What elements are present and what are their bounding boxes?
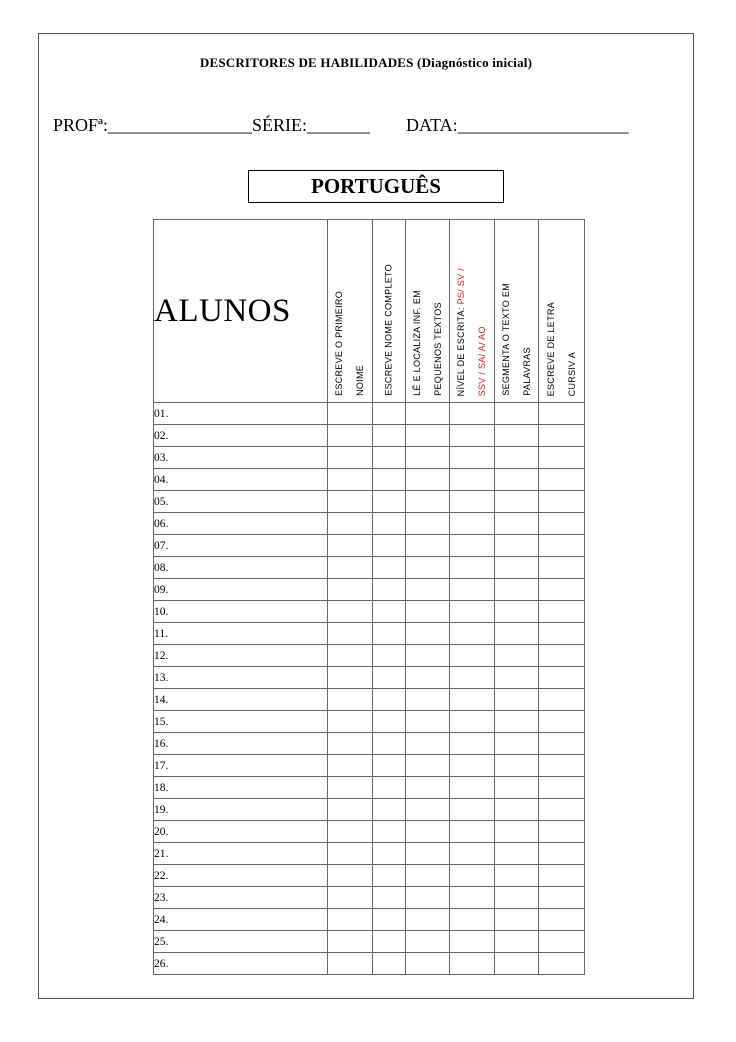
skill-cell[interactable] [495,953,539,975]
skill-cell[interactable] [373,733,406,755]
student-number-cell[interactable]: 05. [154,491,328,513]
student-number-cell[interactable]: 16. [154,733,328,755]
skill-cell[interactable] [328,579,373,601]
skill-cell[interactable] [495,909,539,931]
skill-cell[interactable] [450,601,495,623]
student-number-cell[interactable]: 12. [154,645,328,667]
skill-cell[interactable] [373,777,406,799]
skill-cell[interactable] [450,711,495,733]
table-row [154,557,585,579]
skill-cell[interactable] [539,425,585,447]
student-number-cell[interactable]: 09. [154,579,328,601]
column-header [539,220,585,403]
skill-cell[interactable] [450,865,495,887]
student-number-cell[interactable]: 25. [154,931,328,953]
skill-cell[interactable] [450,733,495,755]
skill-cell[interactable] [406,777,450,799]
column-header-line: NOIME [355,364,365,396]
column-header-line: CURSIV A [566,351,577,396]
column-header-line: ESCREVE DE LETRA [545,301,556,396]
skill-cell[interactable] [450,909,495,931]
skill-cell[interactable] [406,403,450,425]
skill-cell[interactable] [450,469,495,491]
skill-cell[interactable] [495,865,539,887]
skill-cell[interactable] [450,645,495,667]
skill-cell[interactable] [406,469,450,491]
skill-cell[interactable] [495,601,539,623]
student-number-cell[interactable]: 24. [154,909,328,931]
serie-label: SÉRIE: [252,115,308,135]
skill-cell[interactable] [539,733,585,755]
column-header-line: LÊ E LOCALIZA INF. EM [411,290,422,396]
skill-cell[interactable] [406,667,450,689]
page-frame [38,33,694,999]
table-row [154,447,585,469]
skill-cell[interactable] [539,931,585,953]
student-number-cell[interactable]: 13. [154,667,328,689]
skill-cell[interactable] [539,403,585,425]
column-header-line: PEQUENOS TEXTOS [432,302,443,396]
skill-cell[interactable] [373,909,406,931]
skill-cell[interactable] [495,799,539,821]
student-rows [154,403,585,975]
skill-cell[interactable] [373,865,406,887]
table-row [154,491,585,513]
column-header [373,220,406,403]
skill-cell[interactable] [539,601,585,623]
skill-cell[interactable] [450,403,495,425]
header-fields [53,115,629,136]
table-row [154,601,585,623]
skill-cell[interactable] [373,623,406,645]
skill-cell[interactable] [495,557,539,579]
skill-cell[interactable] [328,469,373,491]
writing-level-codes: PS/ SV / [456,267,466,305]
skill-cell[interactable] [406,887,450,909]
skill-cell[interactable] [450,953,495,975]
skill-cell[interactable] [495,931,539,953]
skill-cell[interactable] [539,447,585,469]
skill-cell[interactable] [539,953,585,975]
column-header [406,220,450,403]
skill-cell[interactable] [328,645,373,667]
skill-cell[interactable] [539,865,585,887]
skill-cell[interactable] [450,579,495,601]
skill-cell[interactable] [373,887,406,909]
table-row [154,887,585,909]
skill-cell[interactable] [406,953,450,975]
column-header-line: ESCREVE NOME COMPLETO [383,264,394,396]
skill-cell[interactable] [406,711,450,733]
skill-cell[interactable] [406,513,450,535]
skill-cell[interactable] [495,403,539,425]
data-blank[interactable]: ___________________ [457,115,629,135]
table-row [154,535,585,557]
skill-cell[interactable] [495,491,539,513]
skill-cell[interactable] [450,425,495,447]
skill-cell[interactable] [450,447,495,469]
skill-cell[interactable] [328,447,373,469]
student-number-cell[interactable]: 14. [154,689,328,711]
skill-cell[interactable] [450,623,495,645]
prof-blank[interactable]: ________________ [108,115,252,135]
skill-cell[interactable] [539,777,585,799]
student-number-cell[interactable]: 02. [154,425,328,447]
table-row [154,931,585,953]
skill-cell[interactable] [328,491,373,513]
skill-cell[interactable] [450,931,495,953]
column-header-line: ESCREVE O PRIMEIRO [334,291,344,396]
skill-cell[interactable] [328,843,373,865]
skill-cell[interactable] [328,667,373,689]
skill-cell[interactable] [495,623,539,645]
skill-cell[interactable] [406,755,450,777]
student-number-cell[interactable]: 10. [154,601,328,623]
skill-cell[interactable] [328,931,373,953]
skill-cell[interactable] [328,799,373,821]
skill-cell[interactable] [373,821,406,843]
skill-cell[interactable] [495,469,539,491]
skill-cell[interactable] [539,667,585,689]
students-header: ALUNOS [154,220,328,403]
skill-cell[interactable] [328,425,373,447]
skill-cell[interactable] [450,821,495,843]
skill-cell[interactable] [406,733,450,755]
prof-label: PROFª: [53,115,108,135]
student-number-cell[interactable]: 03. [154,447,328,469]
skill-cell[interactable] [495,425,539,447]
table-row [154,425,585,447]
table-row [154,667,585,689]
table-row [154,645,585,667]
table-row [154,579,585,601]
skill-cell[interactable] [539,623,585,645]
table-row [154,733,585,755]
student-number-cell[interactable]: 21. [154,843,328,865]
skill-cell[interactable] [495,843,539,865]
column-header [495,220,539,403]
column-header-line: PALAVRAS [521,347,532,396]
table-row [154,711,585,733]
skill-cell[interactable] [450,799,495,821]
student-number-cell[interactable]: 20. [154,821,328,843]
skill-cell[interactable] [406,645,450,667]
skill-cell[interactable] [495,755,539,777]
skill-cell[interactable] [495,733,539,755]
skill-cell[interactable] [406,557,450,579]
skill-cell[interactable] [328,865,373,887]
skill-cell[interactable] [373,535,406,557]
student-number-cell[interactable]: 04. [154,469,328,491]
skill-cell[interactable] [373,403,406,425]
skill-cell[interactable] [373,601,406,623]
skill-cell[interactable] [328,689,373,711]
table-row [154,403,585,425]
column-header-line: SEGMENTA O TEXTO EM [500,283,511,396]
skill-cell[interactable] [495,645,539,667]
skill-cell[interactable] [495,777,539,799]
skill-cell[interactable] [539,579,585,601]
serie-blank[interactable]: _______ [307,115,371,135]
table-row [154,623,585,645]
skill-cell[interactable] [539,491,585,513]
skill-cell[interactable] [539,645,585,667]
column-header [328,220,373,403]
skill-cell[interactable] [328,733,373,755]
skill-cell[interactable] [539,711,585,733]
skill-cell[interactable] [328,909,373,931]
skill-cell[interactable] [328,601,373,623]
table-row [154,843,585,865]
student-number-cell[interactable]: 23. [154,887,328,909]
skill-cell[interactable] [450,689,495,711]
skill-cell[interactable] [450,491,495,513]
student-number-cell[interactable]: 11. [154,623,328,645]
skill-cell[interactable] [406,931,450,953]
table-row [154,865,585,887]
table-row [154,799,585,821]
skill-cell[interactable] [328,887,373,909]
skill-cell[interactable] [539,513,585,535]
skill-cell[interactable] [495,887,539,909]
skill-cell[interactable] [406,601,450,623]
skill-cell[interactable] [373,931,406,953]
skill-cell[interactable] [495,821,539,843]
table-row [154,689,585,711]
skill-cell[interactable] [539,887,585,909]
student-number-cell[interactable]: 07. [154,535,328,557]
table-row [154,821,585,843]
student-number-cell[interactable]: 18. [154,777,328,799]
skill-cell[interactable] [406,425,450,447]
skill-cell[interactable] [406,909,450,931]
skill-cell[interactable] [373,667,406,689]
skill-cell[interactable] [406,579,450,601]
skill-cell[interactable] [328,557,373,579]
skill-cell[interactable] [450,777,495,799]
skill-cell[interactable] [450,887,495,909]
skill-cell[interactable] [450,513,495,535]
skill-cell[interactable] [406,799,450,821]
skill-cell[interactable] [373,469,406,491]
skill-cell[interactable] [495,689,539,711]
skill-cell[interactable] [373,689,406,711]
skill-cell[interactable] [406,821,450,843]
skill-cell[interactable] [373,711,406,733]
student-number-cell[interactable]: 15. [154,711,328,733]
skill-cell[interactable] [495,667,539,689]
student-number-cell[interactable]: 22. [154,865,328,887]
skill-cell[interactable] [328,535,373,557]
skill-cell[interactable] [406,689,450,711]
skill-cell[interactable] [406,843,450,865]
student-number-cell[interactable]: 19. [154,799,328,821]
skill-cell[interactable] [539,535,585,557]
writing-level-codes: SSV / SA/ A/ AO [477,325,487,396]
table-row [154,469,585,491]
skill-cell[interactable] [450,557,495,579]
skill-cell[interactable] [373,843,406,865]
table-header-row [154,220,585,403]
skill-cell[interactable] [373,491,406,513]
skill-cell[interactable] [328,755,373,777]
skill-cell[interactable] [406,535,450,557]
table-row [154,953,585,975]
skill-cell[interactable] [539,799,585,821]
student-number-cell[interactable]: 06. [154,513,328,535]
student-number-cell[interactable]: 26. [154,953,328,975]
skills-table [153,219,585,975]
skill-cell[interactable] [328,711,373,733]
table-row [154,909,585,931]
skill-cell[interactable] [373,799,406,821]
student-number-cell[interactable]: 17. [154,755,328,777]
data-label: DATA: [406,115,458,135]
column-header-line: NÍVEL DE ESCRITA: [456,304,466,396]
skill-cell[interactable] [495,513,539,535]
skill-cell[interactable] [450,535,495,557]
skill-cell[interactable] [328,513,373,535]
skill-cell[interactable] [328,953,373,975]
skill-cell[interactable] [373,953,406,975]
skill-cell[interactable] [373,447,406,469]
skill-cell[interactable] [495,535,539,557]
skill-cell[interactable] [495,711,539,733]
skill-cell[interactable] [450,843,495,865]
skill-cell[interactable] [539,469,585,491]
skill-cell[interactable] [406,865,450,887]
skill-cell[interactable] [328,623,373,645]
student-number-cell[interactable]: 08. [154,557,328,579]
skill-cell[interactable] [539,843,585,865]
skill-cell[interactable] [450,755,495,777]
skill-cell[interactable] [539,821,585,843]
column-header [450,220,495,403]
skill-cell[interactable] [539,689,585,711]
student-number-cell[interactable]: 01. [154,403,328,425]
skill-cell[interactable] [539,909,585,931]
table-row [154,777,585,799]
table-row [154,755,585,777]
subject-title: PORTUGUÊS [248,170,504,203]
skill-cell[interactable] [495,579,539,601]
skill-cell[interactable] [373,513,406,535]
skill-cell[interactable] [373,755,406,777]
skill-cell[interactable] [406,491,450,513]
skill-cell[interactable] [373,557,406,579]
table-row [154,513,585,535]
skill-cell[interactable] [328,403,373,425]
skill-cell[interactable] [450,667,495,689]
skill-cell[interactable] [373,645,406,667]
skill-cell[interactable] [539,755,585,777]
skill-cell[interactable] [406,447,450,469]
document-title: DESCRITORES DE HABILIDADES (Diagnóstico inicial) [199,55,533,70]
skill-cell[interactable] [495,447,539,469]
skill-cell[interactable] [373,425,406,447]
skill-cell[interactable] [539,557,585,579]
skill-cell[interactable] [406,623,450,645]
skill-cell[interactable] [373,579,406,601]
skill-cell[interactable] [328,777,373,799]
skill-cell[interactable] [328,821,373,843]
